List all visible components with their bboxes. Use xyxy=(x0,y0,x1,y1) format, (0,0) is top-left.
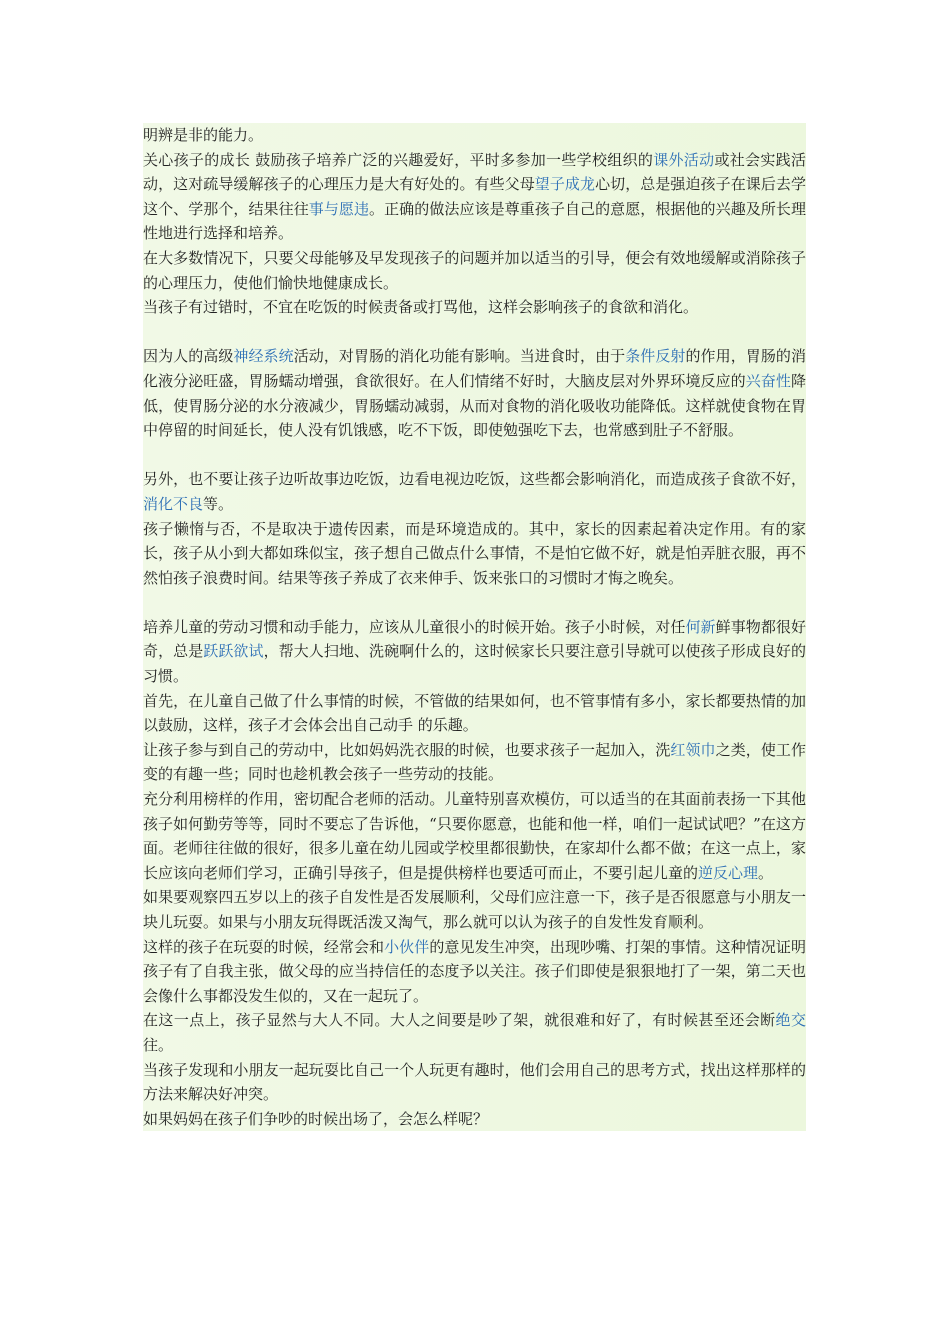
paragraph xyxy=(143,787,806,885)
paragraph-text: 孩子懒惰与否，不是取决于遗传因素，而是环境造成的。其中，家长的因素起着决定作用。有的家长，孩子从小到大都如珠似宝，孩子想自己做点什么事情，不是怕它做不好，就是怕弄脏衣服，再不然怕孩子浪费时间。结果等孩子养成了衣来伸手、饭来张口的习惯时才悔之晚矣。 xyxy=(143,519,806,587)
paragraph-text: 当孩子有过错时，不宜在吃饭的时候责备或打骂他，这样会影响孩子的食欲和消化。 xyxy=(143,298,699,317)
paragraph-text: 关心孩子的成长 鼓励孩子培养广泛的兴趣爱好，平时多参加一些学校组织的 xyxy=(143,150,654,169)
paragraph-text: 当孩子发现和小朋友一起玩耍比自己一个人玩更有趣时，他们会用自己的思考方式，找出这样那样的方法来解决好冲突。 xyxy=(143,1060,806,1104)
paragraph xyxy=(143,615,806,689)
paragraph xyxy=(143,738,806,787)
paragraph-text: 培养儿童的劳动习惯和动手能力，应该从儿童很小的时候开始。孩子小时候，对任 xyxy=(143,617,686,636)
paragraph xyxy=(143,246,806,295)
paragraph xyxy=(143,148,806,246)
keyword-link[interactable]: 逆反心理 xyxy=(698,863,759,882)
keyword-link[interactable]: 兴奋性 xyxy=(745,371,791,390)
paragraph-text: ，帮大人扫地、洗碗啊什么的，这时候家长只要注意引导就可以使孩子形成良好的习惯。 xyxy=(143,642,806,686)
keyword-link[interactable]: 红领巾 xyxy=(670,740,716,759)
paragraph xyxy=(143,935,806,1009)
paragraph-text: 如果妈妈在孩子们争吵的时候出场了，会怎么样呢？ xyxy=(143,1109,489,1128)
paragraph-text: 充分利用榜样的作用，密切配合老师的活动。儿童特别喜欢模仿，可以适当的在其面前表扬一下其他孩子如何勤劳等等，同时不要忘了告诉他，“只要你愿意，也能和他一样，咱们一起试试吧？”在这方面。老师往往做的很好，很多儿童在幼儿园或学校里都很勤快，在家却什么都不做；在这一点上，家长应该向老师们学习，正确引导孩子，但是提供榜样也要适可而止，不要引起儿童的 xyxy=(143,790,806,882)
paragraph-text: 心切，总是强迫孩子在课后去学这个、学那个，结果往往 xyxy=(143,175,806,218)
paragraph-text: 在这一点上，孩子显然与大人不同。大人之间要是吵了架，就很难和好了，有时候甚至还会断 xyxy=(143,1011,776,1030)
paragraph xyxy=(143,1008,806,1057)
blank-line xyxy=(143,320,806,345)
paragraph xyxy=(143,295,806,320)
paragraph-text: 在大多数情况下，只要父母能够及早发现孩子的问题并加以适当的引导，便会有效地缓解或消除孩子的心理压力，使他们愉快地健康成长。 xyxy=(143,248,806,292)
paragraph xyxy=(143,123,806,148)
article-body xyxy=(143,123,806,1131)
blank-line xyxy=(143,443,806,468)
paragraph-text: 如果要观察四五岁以上的孩子自发性是否发展顺利，父母们应注意一下，孩子是否很愿意与小朋友一块儿玩耍。如果与小朋友玩得既活泼又淘气，那么就可以认为孩子的自发性发育顺利。 xyxy=(143,888,806,931)
paragraph xyxy=(143,517,806,591)
paragraph-text: 让孩子参与到自己的劳动中，比如妈妈洗衣服的时候，也要求孩子一起加入，洗 xyxy=(143,740,671,759)
keyword-link[interactable]: 事与愿违 xyxy=(308,199,370,218)
paragraph-text: 等。 xyxy=(203,494,234,513)
paragraph-text: 另外，也不要让孩子边听故事边吃饭，边看电视边吃饭，这些都会影响消化，而造成孩子食欲不好， xyxy=(143,470,806,489)
keyword-link[interactable]: 望子成龙 xyxy=(534,175,596,194)
keyword-link[interactable]: 绝交 xyxy=(775,1011,806,1030)
paragraph-text: 或社会实践活动，这对疏导缓解孩子的心理压力是大有好处的。有些父母 xyxy=(143,150,806,194)
paragraph-text: 因为人的高级 xyxy=(143,347,234,366)
paragraph xyxy=(143,885,806,934)
paragraph xyxy=(143,467,806,516)
keyword-link[interactable]: 神经系统 xyxy=(233,347,294,366)
blank-line xyxy=(143,590,806,615)
paragraph-text: 往。 xyxy=(143,1035,174,1054)
paragraph-text: 活动，对胃肠的消化功能有影响。当进食时，由于 xyxy=(293,347,626,366)
paragraph xyxy=(143,344,806,442)
paragraph-text: 这样的孩子在玩耍的时候，经常会和 xyxy=(143,937,385,956)
keyword-link[interactable]: 跃跃欲试 xyxy=(203,642,264,661)
paragraph xyxy=(143,689,806,738)
paragraph-text: 的意见发生冲突，出现吵嘴、打架的事情。这种情况证明孩子有了自我主张，做父母的应当持信任的态度予以关注。孩子们即使是狠狠地打了一架，第二天也会像什么事都没发生似的，又在一起玩了。 xyxy=(143,937,806,1005)
keyword-link[interactable]: 课外活动 xyxy=(653,150,715,169)
paragraph-text: 。正确的做法应该是尊重孩子自己的意愿，根据他的兴趣及所长理性地进行选择和培养。 xyxy=(143,199,806,243)
paragraph-text: 降低，使胃肠分泌的水分液减少，胃肠蠕动减弱，从而对食物的消化吸收功能降低。这样就使食物在胃中停留的时间延长，使人没有饥饿感，吃不下饭，即使勉强吃下去，也常感到肚子不舒服。 xyxy=(143,371,806,440)
keyword-link[interactable]: 何新 xyxy=(685,617,716,636)
paragraph-text: 明辨是非的能力。 xyxy=(143,126,264,144)
paragraph xyxy=(143,1107,806,1132)
keyword-link[interactable]: 消化不良 xyxy=(143,494,204,513)
paragraph-text: 的作用，胃肠的消化液分泌旺盛，胃肠蠕动增强，食欲很好。在人们情绪不好时，大脑皮层对外界环境反应的 xyxy=(143,347,806,390)
keyword-link[interactable]: 小伙伴 xyxy=(384,937,430,956)
paragraph-text: 。 xyxy=(758,863,774,882)
paragraph-text: 鲜事物都很好奇，总是 xyxy=(143,617,806,661)
paragraph-text: 之类，使工作变的有趣一些；同时也趁机教会孩子一些劳动的技能。 xyxy=(143,740,806,784)
paragraph-text: 首先，在儿童自己做了什么事情的时候，不管做的结果如何，也不管事情有多小，家长都要热情的加以鼓励，这样，孩子才会体会出自己动手 的乐趣。 xyxy=(143,691,806,735)
paragraph xyxy=(143,1058,806,1107)
keyword-link[interactable]: 条件反射 xyxy=(625,347,686,366)
